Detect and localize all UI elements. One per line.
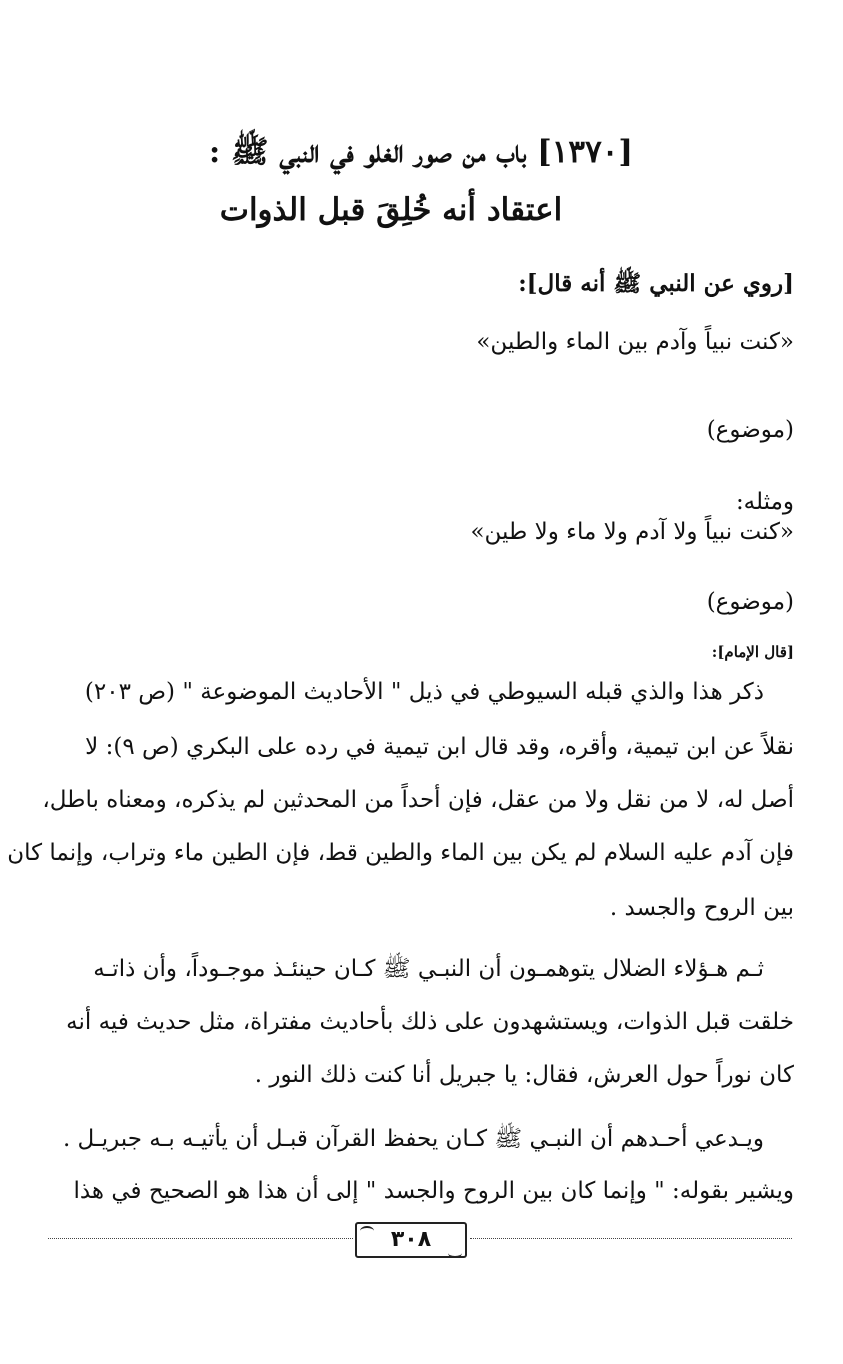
similar-label: ومثله:	[735, 489, 794, 515]
hadith-grade-2: (موضوع)	[706, 589, 794, 615]
page-number: ٣٠٨	[390, 1227, 432, 1252]
ornament-icon	[360, 1226, 374, 1236]
hadith-grade-1: (موضوع)	[706, 417, 794, 443]
chapter-heading-line2: اعتقاد أنه خُلِقَ قبل الذوات	[219, 192, 563, 228]
paragraph2-line1: ثـم هـؤلاء الضلال يتوهمـون أن النبـي ﷺ كـان حينئـذ موجـوداً، وأن ذاتـه	[93, 956, 764, 982]
paragraph2-line3: كان نوراً حول العرش، فقال: يا جبريل أنا كنت ذلك النور .	[254, 1062, 794, 1088]
paragraph1-line5: بين الروح والجسد .	[609, 895, 794, 921]
paragraph1-line3: أصل له، لا من نقل ولا من عقل، فإن أحداً من المحدثين لم يذكره، ومعناه باطل،	[42, 787, 794, 813]
chapter-heading-line1: [١٣٧٠] باب من صور الغلو في النبي ﷺ :	[208, 134, 634, 170]
paragraph1-line2: نقلاً عن ابن تيمية، وأقره، وقد قال ابن تيمية في رده على البكري (ص ٩): لا	[85, 734, 794, 760]
narration-intro: [روي عن النبي ﷺ أنه قال]:	[518, 270, 794, 297]
imam-label: [قال الإمام]:	[711, 643, 794, 661]
ornament-icon	[448, 1248, 462, 1258]
hadith-text-1: «كنت نبياً وآدم بين الماء والطين»	[476, 329, 794, 355]
footer-rule-left	[48, 1238, 353, 1239]
paragraph3-line1: ويـدعي أحـدهم أن النبـي ﷺ كـان يحفظ القرآن قبـل أن يأتيـه بـه جبريـل .	[62, 1126, 764, 1152]
hadith-text-2: «كنت نبياً ولا آدم ولا ماء ولا طين»	[470, 519, 794, 545]
footer-rule-right	[470, 1238, 792, 1239]
paragraph3-line2: ويشير بقوله: " وإنما كان بين الروح والجسد " إلى أن هذا هو الصحيح في هذا	[73, 1178, 794, 1204]
paragraph1-line4: فإن آدم عليه السلام لم يكن بين الماء والطين قط، فإن الطين ماء وتراب، وإنما كان	[7, 840, 794, 866]
paragraph2-line2: خلقت قبل الذوات، ويستشهدون على ذلك بأحاديث مفتراة، مثل حديث فيه أنه	[66, 1009, 794, 1035]
paragraph1-line1: ذكر هذا والذي قبله السيوطي في ذيل " الأحاديث الموضوعة " (ص ٢٠٣)	[84, 679, 764, 705]
